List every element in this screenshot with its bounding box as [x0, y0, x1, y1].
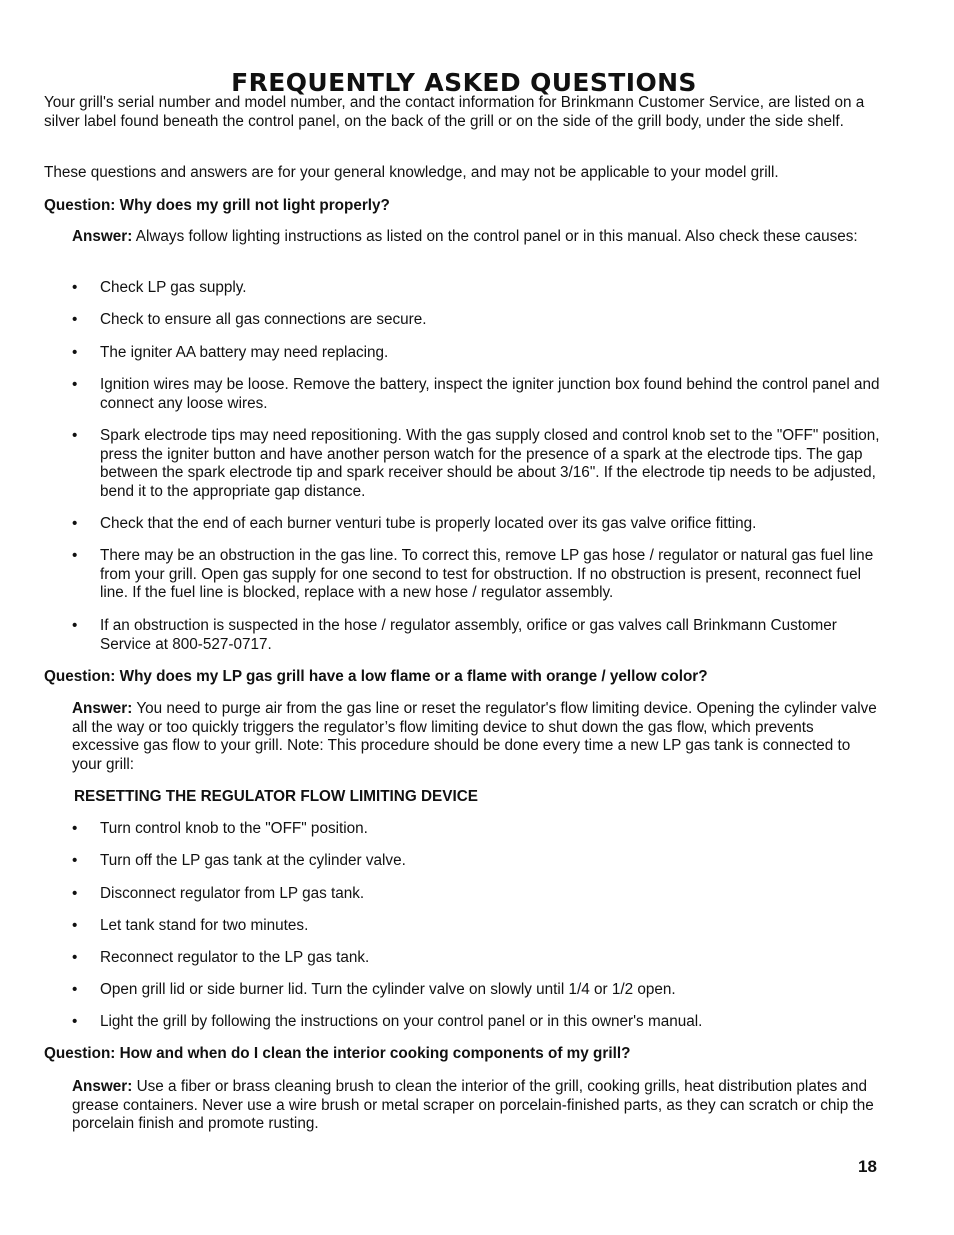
page-number: 18 [858, 1157, 877, 1176]
list-item: • Check to ensure all gas connections are secure. [72, 311, 427, 328]
page-title: FREQUENTLY ASKED QUESTIONS [231, 67, 697, 97]
list-item: • Turn off the LP gas tank at the cylinder valve. [72, 852, 406, 869]
bullet-icon: • [72, 279, 78, 296]
list-item: • The igniter AA battery may need replacing. [72, 344, 389, 361]
list-item: • Disconnect regulator from LP gas tank. [72, 885, 365, 902]
list-item: • Open grill lid or side burner lid. Turn the cylinder valve on slowly until 1/4 or 1/2 open. [72, 981, 676, 998]
bullet-icon: • [72, 1013, 78, 1030]
bullet-icon: • [72, 917, 78, 934]
bullet-icon: • [72, 981, 78, 998]
bullet-icon: • [72, 427, 78, 444]
answer-3-text: Use a fiber or brass cleaning brush to clean the interior of the grill, cooking grills, heat distribution plates and grease containers. Never use a wire brush or metal scraper on porcelain-finished parts, as they can scratch or chip the porcelain finish and promote rusting. [72, 1078, 874, 1133]
answer-2 [72, 700, 884, 774]
answer-2-text: You need to purge air from the gas line or reset the regulator's flow limiting device. Opening the cylinder valve all the way or too quickly triggers the regulator’s flow limiting device to shut down the gas flow, which prevents excessive gas flow to your grill. Note: This procedure should be done every time a new LP gas tank is connected to your grill: [72, 700, 877, 773]
bullet-icon: • [72, 617, 78, 634]
bullet-icon: • [72, 820, 78, 837]
bullet-icon: • [72, 311, 78, 328]
answer-label: Answer: [72, 1078, 133, 1095]
question-1: Question: Why does my grill not light properly? [44, 197, 390, 214]
answer-label: Answer: [72, 228, 133, 245]
bullet-icon: • [72, 547, 78, 564]
list-item: • Check that the end of each burner venturi tube is properly located over its gas valve orifice fitting. [72, 515, 757, 532]
list-item: • Light the grill by following the instructions on your control panel or in this owner's manual. [72, 1013, 703, 1030]
bullet-icon: • [72, 949, 78, 966]
section-subheading: RESETTING THE REGULATOR FLOW LIMITING DEVICE [74, 788, 478, 805]
question-2: Question: Why does my LP gas grill have a low flame or a flame with orange / yellow color? [44, 668, 708, 685]
answer-3 [72, 1078, 884, 1134]
answer-label: Answer: [72, 700, 133, 717]
bullet-icon: • [72, 515, 78, 532]
bullet-icon: • [72, 852, 78, 869]
intro-paragraph-2: These questions and answers are for your general knowledge, and may not be applicable to your model grill. [44, 164, 779, 181]
list-item: • There may be an obstruction in the gas line. To correct this, remove LP gas hose / regulator or natural gas fuel line from your grill. Open gas supply for one second to test for obstruction. If no obstruction is present, reconnect fuel line. If the fuel line is blocked, replace with a new hose / regulator assembly. [72, 547, 874, 602]
bullet-icon: • [72, 376, 78, 393]
bullet-icon: • [72, 344, 78, 361]
list-item: • Reconnect regulator to the LP gas tank. [72, 949, 370, 966]
list-item: • Check LP gas supply. [72, 279, 247, 296]
list-item: • Spark electrode tips may need repositioning. With the gas supply closed and control knob set to the "OFF" position, press the igniter button and have another person watch for the presence of a spark at the electrode tips. The gap between the spark electrode tip and spark receiver should be about 3/16". If the electrode tip needs to be adjusted, bend it to the appropriate gap distance. [72, 427, 880, 500]
answer-1 [72, 228, 884, 247]
bullet-icon: • [72, 885, 78, 902]
question-3: Question: How and when do I clean the interior cooking components of my grill? [44, 1045, 631, 1062]
list-item: • Turn control knob to the "OFF" position. [72, 820, 368, 837]
intro-paragraph-1: Your grill's serial number and model number, and the contact information for Brinkmann Customer Service, are listed on a silver label found beneath the control panel, on the back of the grill or on the side of the grill body, under the side shelf. [44, 94, 865, 130]
answer-1-text: Always follow lighting instructions as listed on the control panel or in this manual. Also check these causes: [135, 228, 858, 245]
list-item: • If an obstruction is suspected in the hose / regulator assembly, orifice or gas valves call Brinkmann Customer Service at 800-527-0717. [72, 617, 837, 653]
list-item: • Ignition wires may be loose. Remove the battery, inspect the igniter junction box found behind the control panel and connect any loose wires. [72, 376, 880, 412]
list-item: • Let tank stand for two minutes. [72, 917, 309, 934]
